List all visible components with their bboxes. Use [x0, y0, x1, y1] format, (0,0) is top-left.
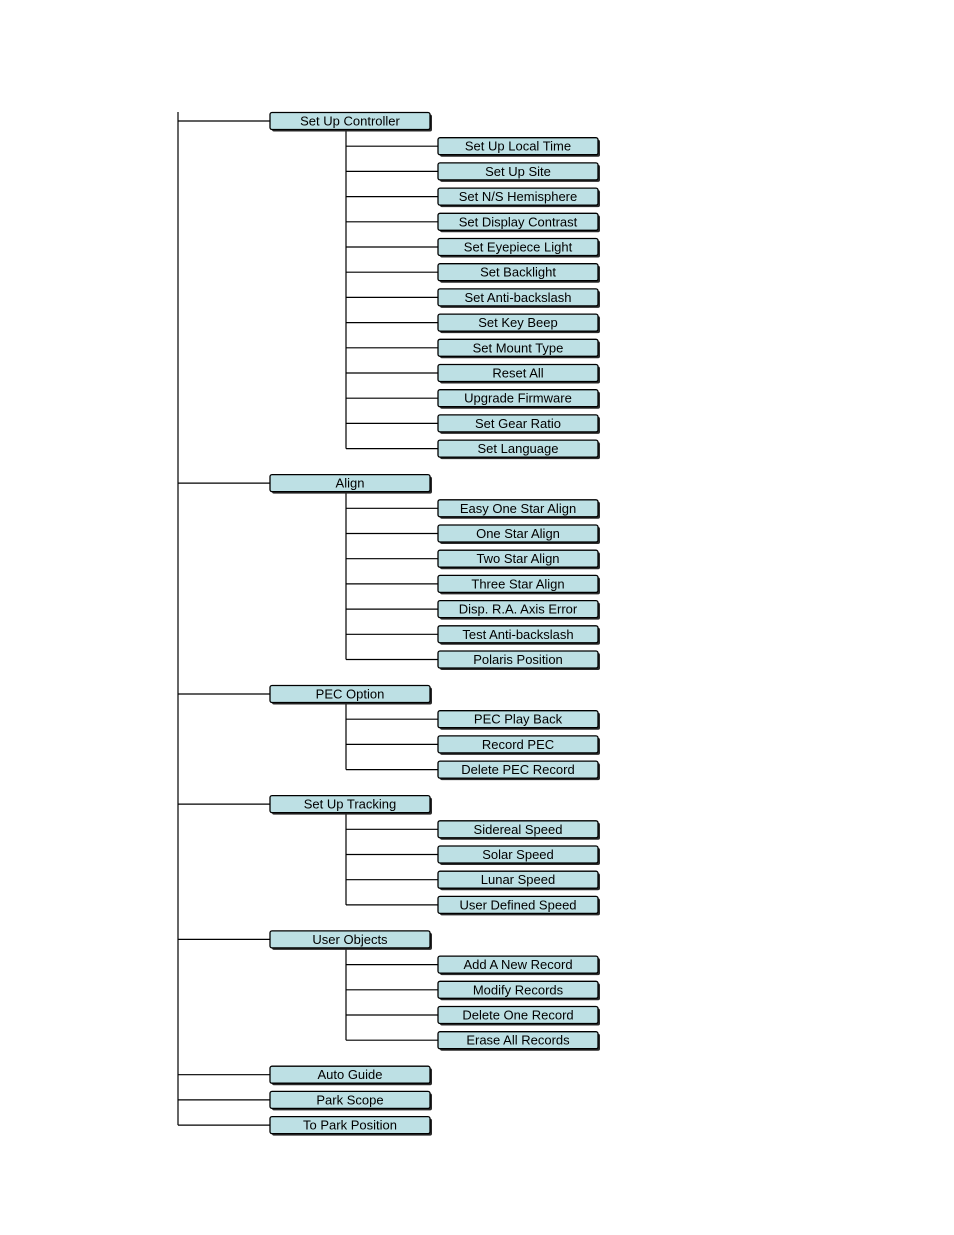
submenu-item-set-mount-type — [438, 339, 600, 358]
submenu-item-modify-records-label: Modify Records — [472, 982, 564, 998]
menu-nodes — [270, 113, 600, 1136]
submenu-item-solar-speed-label: Solar Speed — [482, 847, 554, 862]
submenu-item-lunar-speed-label: Lunar Speed — [480, 872, 556, 888]
submenu-item-set-anti-backslash-label: Set Anti-backslash — [464, 289, 572, 305]
submenu-item-one-star-align-label: One Star Align — [476, 526, 560, 541]
submenu-item-set-key-beep — [438, 314, 600, 333]
submenu-item-set-key-beep-label: Set Key Beep — [478, 315, 558, 331]
submenu-item-test-anti-backslash — [438, 626, 600, 645]
submenu-item-upgrade-firmware-label: Upgrade Firmware — [464, 390, 572, 406]
submenu-item-set-anti-backslash — [438, 289, 600, 308]
submenu-item-erase-all-records — [438, 1032, 600, 1051]
submenu-item-disp-r-a-axis-error-label: Disp. R.A. Axis Error — [458, 601, 578, 617]
submenu-item-delete-pec-record-label: Delete PEC Record — [461, 762, 575, 778]
submenu-item-set-mount-type-label: Set Mount Type — [472, 340, 564, 356]
menu-item-auto-guide — [270, 1066, 432, 1085]
menu-item-park-scope — [270, 1091, 432, 1110]
submenu-item-sidereal-speed-label: Sidereal Speed — [473, 821, 563, 837]
submenu-item-polaris-position-label: Polaris Position — [473, 652, 563, 667]
submenu-item-delete-pec-record — [438, 761, 600, 780]
connector-lines — [178, 112, 438, 1125]
submenu-item-one-star-align — [438, 525, 600, 544]
submenu-item-reset-all — [438, 365, 600, 384]
submenu-item-reset-all-label: Reset All — [492, 365, 544, 381]
submenu-item-set-up-site-label: Set Up Site — [485, 163, 551, 179]
submenu-item-set-gear-ratio — [438, 415, 600, 434]
menu-item-park-scope-label: Park Scope — [316, 1092, 384, 1108]
submenu-item-pec-play-back-label: PEC Play Back — [473, 711, 563, 727]
submenu-item-solar-speed — [438, 846, 600, 865]
submenu-item-easy-one-star-align — [438, 500, 600, 519]
menu-item-set-up-controller — [270, 113, 432, 132]
submenu-item-user-defined-speed — [438, 896, 600, 915]
menu-item-set-up-tracking — [270, 796, 432, 815]
submenu-item-set-backlight — [438, 264, 600, 283]
submenu-item-easy-one-star-align-label: Easy One Star Align — [459, 500, 577, 516]
submenu-item-polaris-position — [438, 651, 600, 670]
submenu-item-set-n-s-hemisphere-label: Set N/S Hemisphere — [458, 189, 578, 205]
submenu-item-set-up-local-time-label: Set Up Local Time — [464, 138, 572, 154]
submenu-item-add-a-new-record-label: Add A New Record — [463, 957, 573, 973]
submenu-item-erase-all-records-label: Erase All Records — [466, 1032, 570, 1048]
submenu-item-set-eyepiece-light-label: Set Eyepiece Light — [463, 239, 573, 255]
submenu-item-pec-play-back — [438, 711, 600, 730]
menu-item-align-label: Align — [335, 475, 365, 491]
submenu-item-record-pec — [438, 736, 600, 755]
submenu-item-three-star-align — [438, 575, 600, 594]
submenu-item-set-up-local-time — [438, 138, 600, 157]
menu-item-set-up-controller-label: Set Up Controller — [300, 113, 400, 129]
submenu-item-test-anti-backslash-label: Test Anti-backslash — [462, 626, 574, 642]
menu-item-to-park-position-label: To Park Position — [303, 1117, 397, 1133]
submenu-item-set-display-contrast — [438, 213, 600, 232]
menu-item-pec-option — [270, 686, 432, 705]
submenu-item-add-a-new-record — [438, 956, 600, 975]
submenu-item-two-star-align-label: Two Star Align — [476, 551, 560, 567]
menu-item-to-park-position — [270, 1117, 432, 1136]
submenu-item-set-backlight-label: Set Backlight — [480, 264, 556, 280]
menu-item-set-up-tracking-label: Set Up Tracking — [303, 796, 397, 812]
submenu-item-set-language-label: Set Language — [477, 441, 559, 457]
submenu-item-two-star-align — [438, 550, 600, 569]
submenu-item-set-n-s-hemisphere — [438, 188, 600, 207]
submenu-item-set-up-site — [438, 163, 600, 182]
menu-item-align — [270, 475, 432, 494]
submenu-item-set-language — [438, 440, 600, 459]
submenu-item-lunar-speed — [438, 871, 600, 890]
submenu-item-set-gear-ratio-label: Set Gear Ratio — [475, 415, 561, 431]
menu-item-auto-guide-label: Auto Guide — [317, 1067, 383, 1083]
submenu-item-set-eyepiece-light — [438, 239, 600, 258]
submenu-item-modify-records — [438, 981, 600, 1000]
submenu-item-record-pec-label: Record PEC — [481, 736, 555, 752]
submenu-item-set-display-contrast-label: Set Display Contrast — [458, 214, 578, 230]
submenu-item-sidereal-speed — [438, 821, 600, 840]
submenu-item-user-defined-speed-label: User Defined Speed — [459, 897, 577, 913]
submenu-item-three-star-align-label: Three Star Align — [471, 576, 565, 592]
menu-item-user-objects — [270, 931, 432, 950]
menu-item-pec-option-label: PEC Option — [315, 686, 385, 702]
menu-item-user-objects-label: User Objects — [312, 931, 388, 947]
submenu-item-disp-r-a-axis-error — [438, 601, 600, 620]
submenu-item-delete-one-record-label: Delete One Record — [462, 1007, 574, 1023]
submenu-item-delete-one-record — [438, 1007, 600, 1026]
submenu-item-upgrade-firmware — [438, 390, 600, 409]
